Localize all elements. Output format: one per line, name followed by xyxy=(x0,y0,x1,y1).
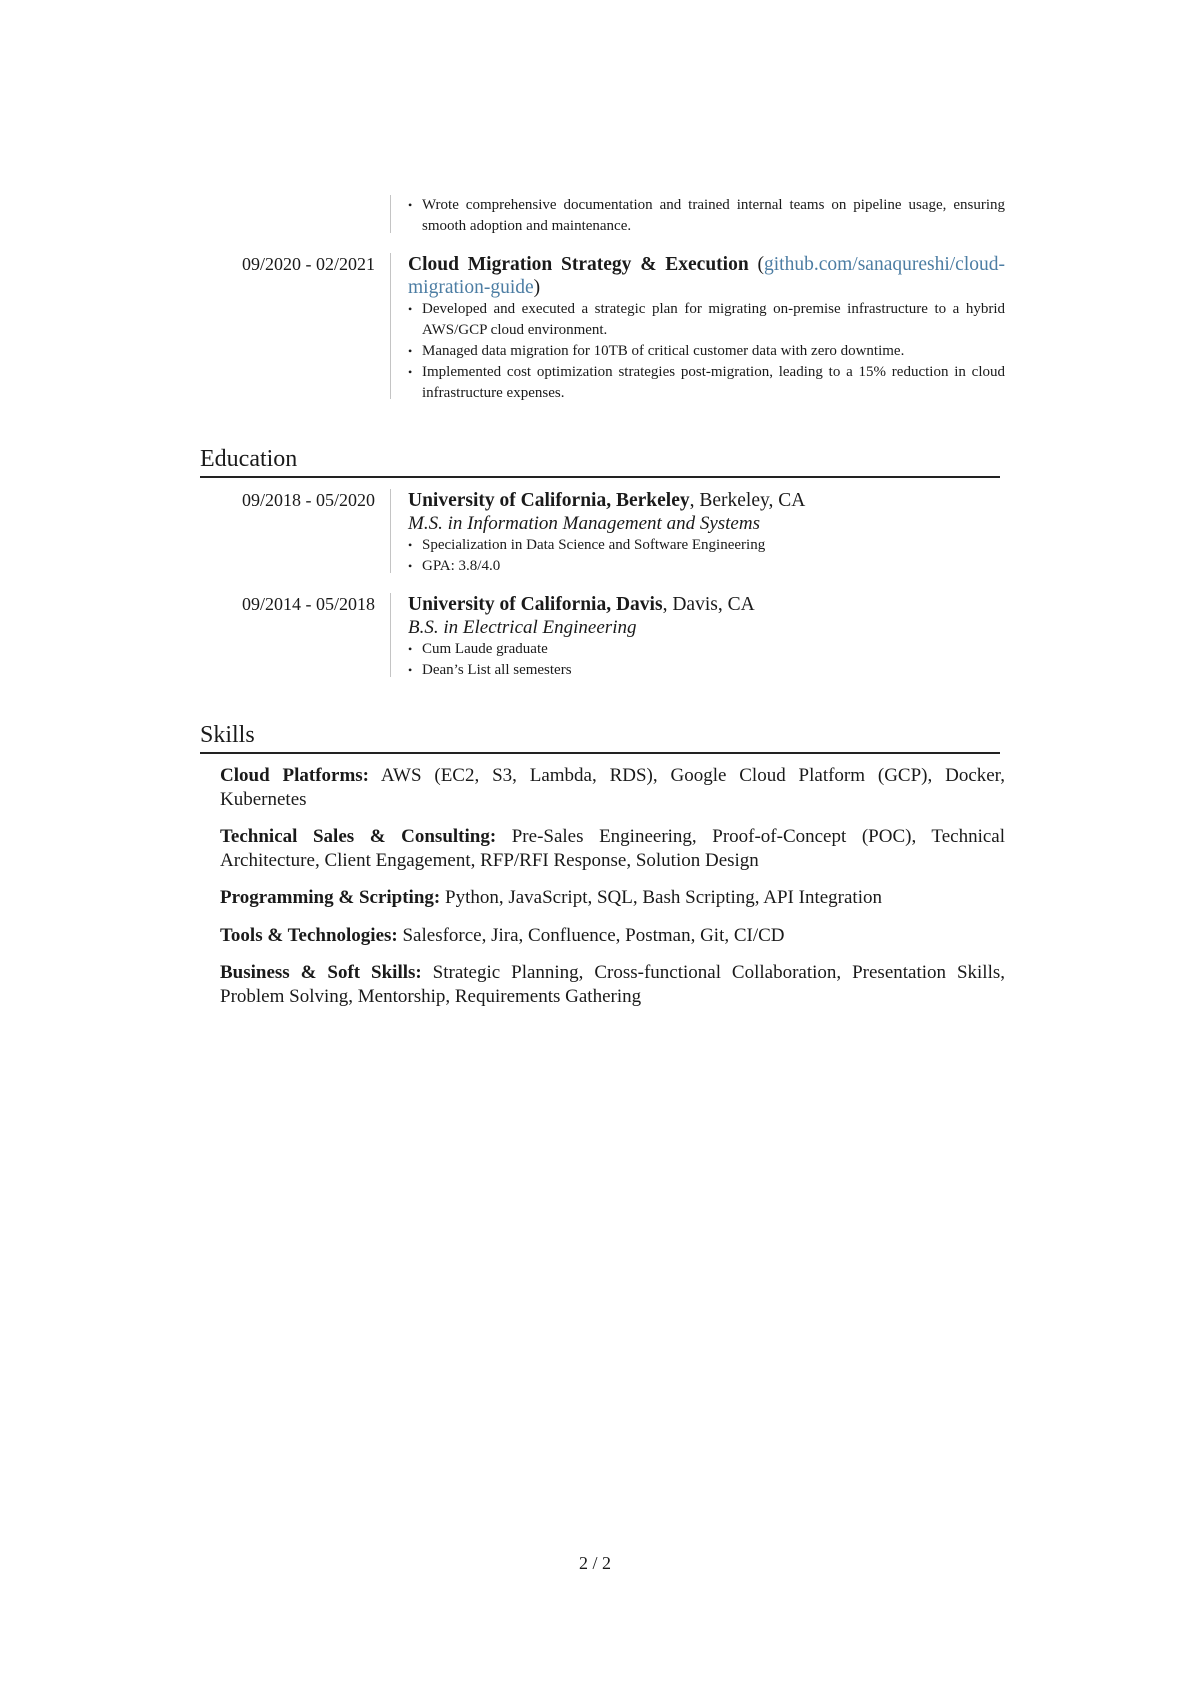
school-location: , Davis, CA xyxy=(662,594,755,615)
skill-label: Tools & Technologies: xyxy=(220,924,398,946)
bullet-list xyxy=(408,535,1005,577)
skill-label: Business & Soft Skills: xyxy=(220,962,422,983)
project-title-line: Cloud Migration Strategy & Execution (github.com/sanaqureshi/cloud-migration-guide) xyxy=(408,254,1005,298)
bullet-item: • Specialization in Data Science and Software Engineering xyxy=(408,535,1005,556)
skill-value: Pre-Sales Engineering, Proof-of-Concept (POC), Technical Architecture, Client Engagement, RFP/RFI Response, Solution Design xyxy=(220,826,1006,871)
skill-label: Programming & Scripting: xyxy=(220,887,441,908)
timeline-line xyxy=(390,253,391,399)
skill-value: AWS (EC2, S3, Lambda, RDS), Google Cloud Platform (GCP), Docker, Kubernetes xyxy=(220,765,1006,810)
skill-label: Technical Sales & Consulting: xyxy=(220,826,497,847)
school-location: , Berkeley, CA xyxy=(689,490,806,511)
skill-label: Cloud Platforms: xyxy=(220,765,370,786)
skill-value: Strategic Planning, Cross-functional Collaboration, Presentation Skills, Problem Solving, Mentorship, Requirements Gathering xyxy=(220,962,1005,1007)
school-name: University of California, Davis xyxy=(408,594,663,615)
bullet-list xyxy=(408,639,1005,681)
bullet-item: • GPA: 3.8/4.0 xyxy=(408,556,1005,577)
skill-item xyxy=(220,961,1005,1008)
timeline-line xyxy=(390,593,391,677)
skill-item xyxy=(220,825,1005,872)
degree: M.S. in Information Management and Systems xyxy=(408,513,760,534)
section-heading-education: Education xyxy=(200,444,1000,478)
entry-date: 09/2018 - 05/2020 xyxy=(242,490,375,510)
timeline-line xyxy=(390,195,391,233)
page-number: 2 / 2 xyxy=(578,1553,611,1573)
section-heading-skills: Skills xyxy=(200,720,1000,754)
entry-date: 09/2014 - 05/2018 xyxy=(242,594,375,614)
skill-value: Salesforce, Jira, Confluence, Postman, Git, CI/CD xyxy=(397,924,785,946)
skill-item xyxy=(220,924,1005,948)
skill-value: Python, JavaScript, SQL, Bash Scripting, API Integration xyxy=(440,887,882,908)
skills-list xyxy=(220,764,1005,1022)
entry-date: 09/2020 - 02/2021 xyxy=(242,254,375,274)
project-entry-continued xyxy=(200,195,1005,233)
bullet-item: • Dean’s List all semesters xyxy=(408,660,1005,681)
project-title: Cloud Migration Strategy & Execution xyxy=(408,254,749,275)
skill-item xyxy=(220,764,1005,811)
degree: B.S. in Electrical Engineering xyxy=(408,617,637,638)
bullet-list xyxy=(408,299,1005,404)
bullet-item: • Managed data migration for 10TB of critical customer data with zero downtime. xyxy=(408,341,1005,362)
project-entry-cloud-migration xyxy=(200,253,1005,399)
timeline-line xyxy=(390,489,391,573)
school-name: University of California, Berkeley xyxy=(408,490,690,511)
bullet-item: • Wrote comprehensive documentation and trained internal teams on pipeline usage, ensuring smooth adoption and maintenance. xyxy=(408,195,1005,237)
bullet-item: • Cum Laude graduate xyxy=(408,639,1005,660)
bullet-list xyxy=(408,195,1005,237)
bullet-item: • Developed and executed a strategic plan for migrating on-premise infrastructure to a hybrid AWS/GCP cloud environment. xyxy=(408,299,1005,341)
school-line xyxy=(408,593,1005,616)
skill-item xyxy=(220,886,1005,910)
school-line xyxy=(408,489,1005,512)
education-entry-davis xyxy=(200,593,1005,677)
education-entry-berkeley xyxy=(200,489,1005,573)
project-link[interactable]: github.com/sanaqureshi/cloud-migration-guide xyxy=(408,254,1005,298)
bullet-item: • Implemented cost optimization strategies post-migration, leading to a 15% reduction in cloud infrastructure expenses. xyxy=(408,362,1005,404)
